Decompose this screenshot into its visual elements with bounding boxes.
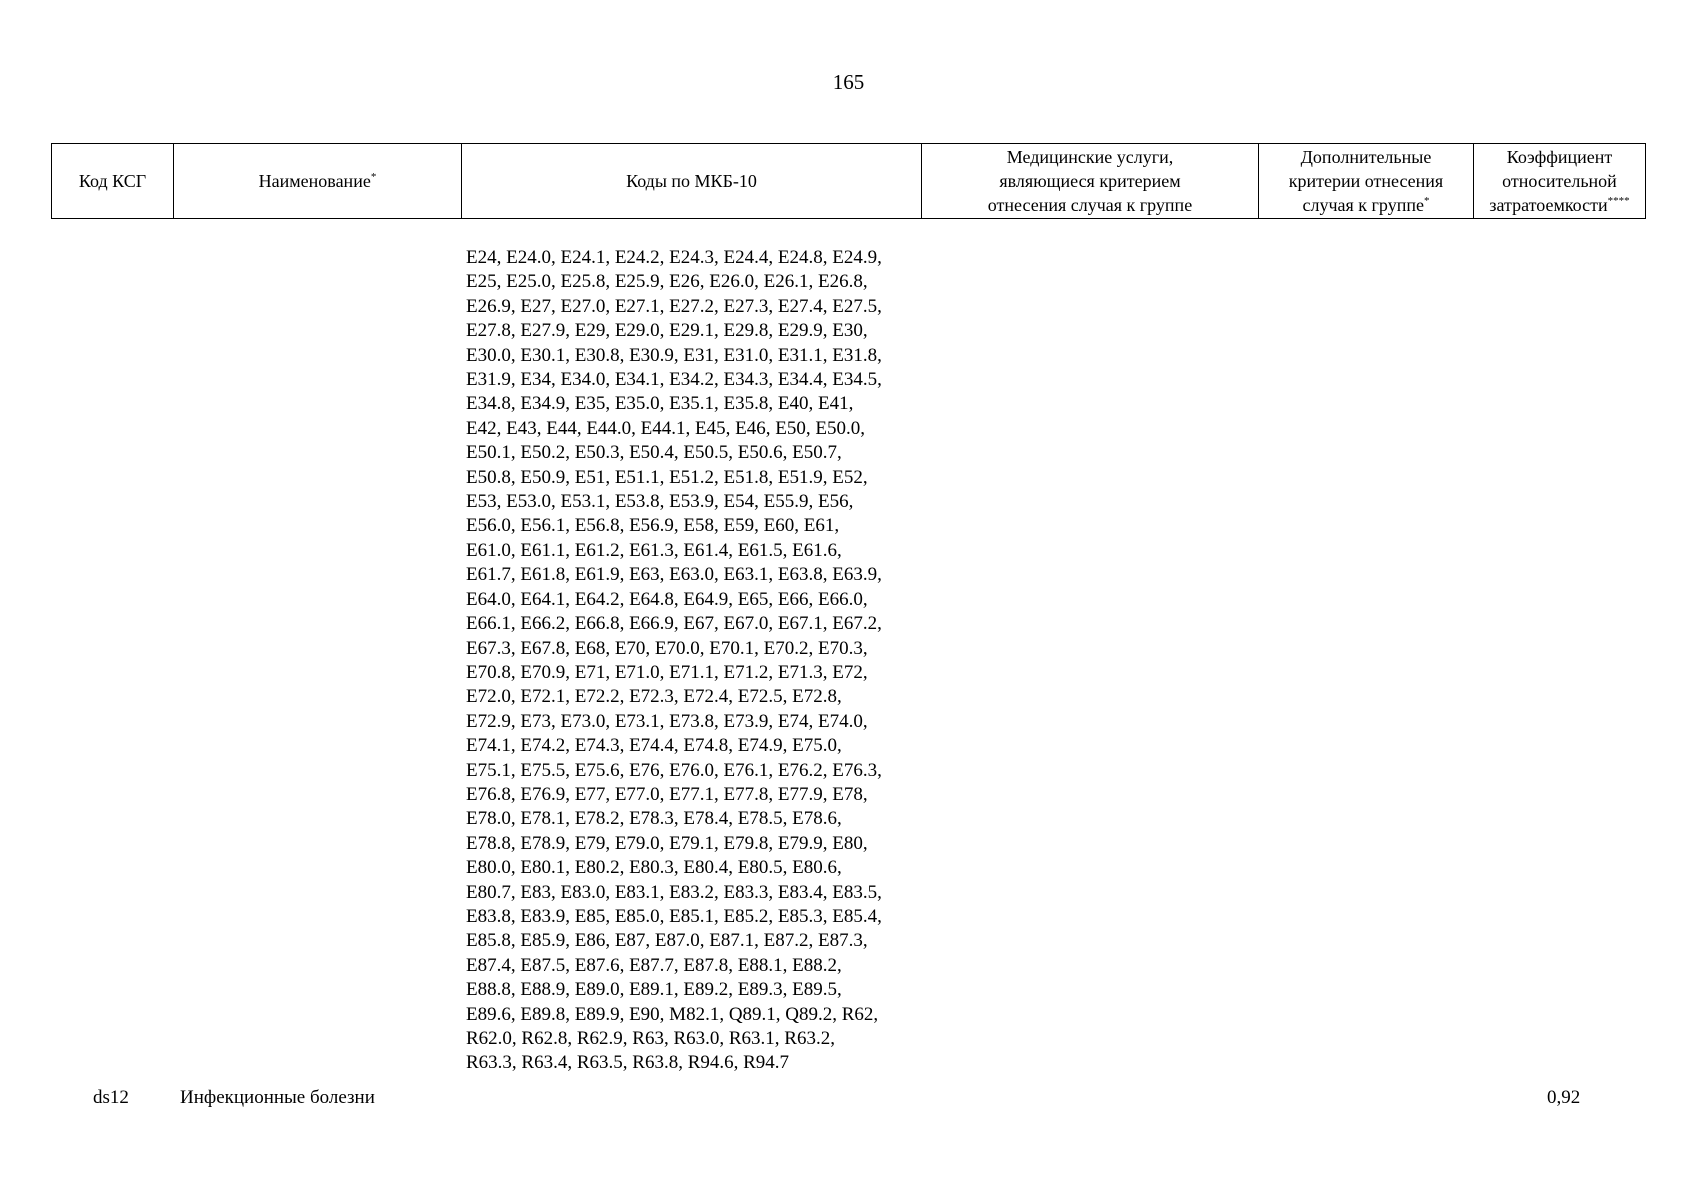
row-code: ds12 <box>93 1087 129 1108</box>
header-name: Наименование* <box>174 144 462 219</box>
icd-code-line: E88.8, E88.9, E89.0, E89.1, E89.2, E89.3, E89.5, <box>466 979 842 1001</box>
icd-code-line: E66.1, E66.2, E66.8, E66.9, E67, E67.0, E67.1, E67.2, <box>466 613 882 635</box>
icd-code-line: E85.8, E85.9, E86, E87, E87.0, E87.1, E87.2, E87.3, <box>466 930 868 952</box>
icd-code-line: E67.3, E67.8, E68, E70, E70.0, E70.1, E70.2, E70.3, <box>466 637 868 659</box>
icd-code-line: E50.1, E50.2, E50.3, E50.4, E50.5, E50.6, E50.7, <box>466 442 842 464</box>
icd-code-line: E25, E25.0, E25.8, E25.9, E26, E26.0, E26.1, E26.8, <box>466 271 868 293</box>
header-icd-codes: Коды по МКБ-10 <box>462 144 922 219</box>
icd-code-line: E80.7, E83, E83.0, E83.1, E83.2, E83.3, E83.4, E83.5, <box>466 881 882 903</box>
icd-code-line: E83.8, E83.9, E85, E85.0, E85.1, E85.2, E85.3, E85.4, <box>466 905 882 927</box>
table-header <box>51 143 1646 219</box>
icd-code-line: E70.8, E70.9, E71, E71.0, E71.1, E71.2, E71.3, E72, <box>466 661 868 683</box>
page-number: 165 <box>832 70 865 94</box>
header-coefficient: Коэффициент относительной затратоемкости**** <box>1474 144 1646 219</box>
row-coefficient: 0,92 <box>1547 1087 1581 1108</box>
icd-codes-list <box>466 246 936 1076</box>
icd-code-line: E42, E43, E44, E44.0, E44.1, E45, E46, E50, E50.0, <box>466 417 865 439</box>
icd-code-line: E26.9, E27, E27.0, E27.1, E27.2, E27.3, E27.4, E27.5, <box>466 295 882 317</box>
icd-code-line: E80.0, E80.1, E80.2, E80.3, E80.4, E80.5, E80.6, <box>466 857 842 879</box>
icd-code-line: E61.7, E61.8, E61.9, E63, E63.0, E63.1, E63.8, E63.9, <box>466 564 882 586</box>
icd-code-line: E87.4, E87.5, E87.6, E87.7, E87.8, E88.1, E88.2, <box>466 954 842 976</box>
row-name: Инфекционные болезни <box>180 1087 375 1108</box>
icd-code-line: E64.0, E64.1, E64.2, E64.8, E64.9, E65, E66, E66.0, <box>466 588 868 610</box>
icd-code-line: R62.0, R62.8, R62.9, R63, R63.0, R63.1, R63.2, <box>466 1028 835 1049</box>
icd-code-line: E56.0, E56.1, E56.8, E56.9, E58, E59, E60, E61, <box>466 515 840 537</box>
footnote-mark: * <box>370 171 377 183</box>
icd-code-line: E76.8, E76.9, E77, E77.0, E77.1, E77.8, E77.9, E78, <box>466 783 868 805</box>
icd-code-line: E31.9, E34, E34.0, E34.1, E34.2, E34.3, E34.4, E34.5, <box>466 369 882 391</box>
icd-code-line: E72.0, E72.1, E72.2, E72.3, E72.4, E72.5, E72.8, <box>466 686 842 708</box>
icd-code-line: E27.8, E27.9, E29, E29.0, E29.1, E29.8, E29.9, E30, <box>466 320 868 342</box>
icd-code-line: E34.8, E34.9, E35, E35.0, E35.1, E35.8, E40, E41, <box>466 393 854 415</box>
footnote-mark: * <box>1423 195 1430 207</box>
icd-code-line: E30.0, E30.1, E30.8, E30.9, E31, E31.0, E31.1, E31.8, <box>466 344 882 366</box>
icd-code-line: E74.1, E74.2, E74.3, E74.4, E74.8, E74.9, E75.0, <box>466 735 842 757</box>
icd-code-line: E78.0, E78.1, E78.2, E78.3, E78.4, E78.5, E78.6, <box>466 808 842 830</box>
header-code: Код КСГ <box>52 144 174 219</box>
icd-code-line: E50.8, E50.9, E51, E51.1, E51.2, E51.8, E51.9, E52, <box>466 466 868 488</box>
icd-code-line: E89.6, E89.8, E89.9, E90, M82.1, Q89.1, Q89.2, R62, <box>466 1003 879 1025</box>
icd-code-line: E61.0, E61.1, E61.2, E61.3, E61.4, E61.5, E61.6, <box>466 539 842 561</box>
icd-code-line: E53, E53.0, E53.1, E53.8, E53.9, E54, E55.9, E56, <box>466 491 854 513</box>
icd-code-line: E78.8, E78.9, E79, E79.0, E79.1, E79.8, E79.9, E80, <box>466 832 868 854</box>
header-additional-criteria: Дополнительные критерии отнесения случая к группе* <box>1259 144 1474 219</box>
icd-code-line: E24, E24.0, E24.1, E24.2, E24.3, E24.4, E24.8, E24.9, <box>466 247 882 268</box>
footnote-mark: **** <box>1607 195 1630 207</box>
icd-code-line: R63.3, R63.4, R63.5, R63.8, R94.6, R94.7 <box>466 1052 790 1074</box>
icd-code-line: E72.9, E73, E73.0, E73.1, E73.8, E73.9, E74, E74.0, <box>466 710 868 732</box>
icd-code-line: E75.1, E75.5, E75.6, E76, E76.0, E76.1, E76.2, E76.3, <box>466 759 882 781</box>
header-medical-services: Медицинские услуги, являющиеся критерием отнесения случая к группе <box>922 144 1259 219</box>
